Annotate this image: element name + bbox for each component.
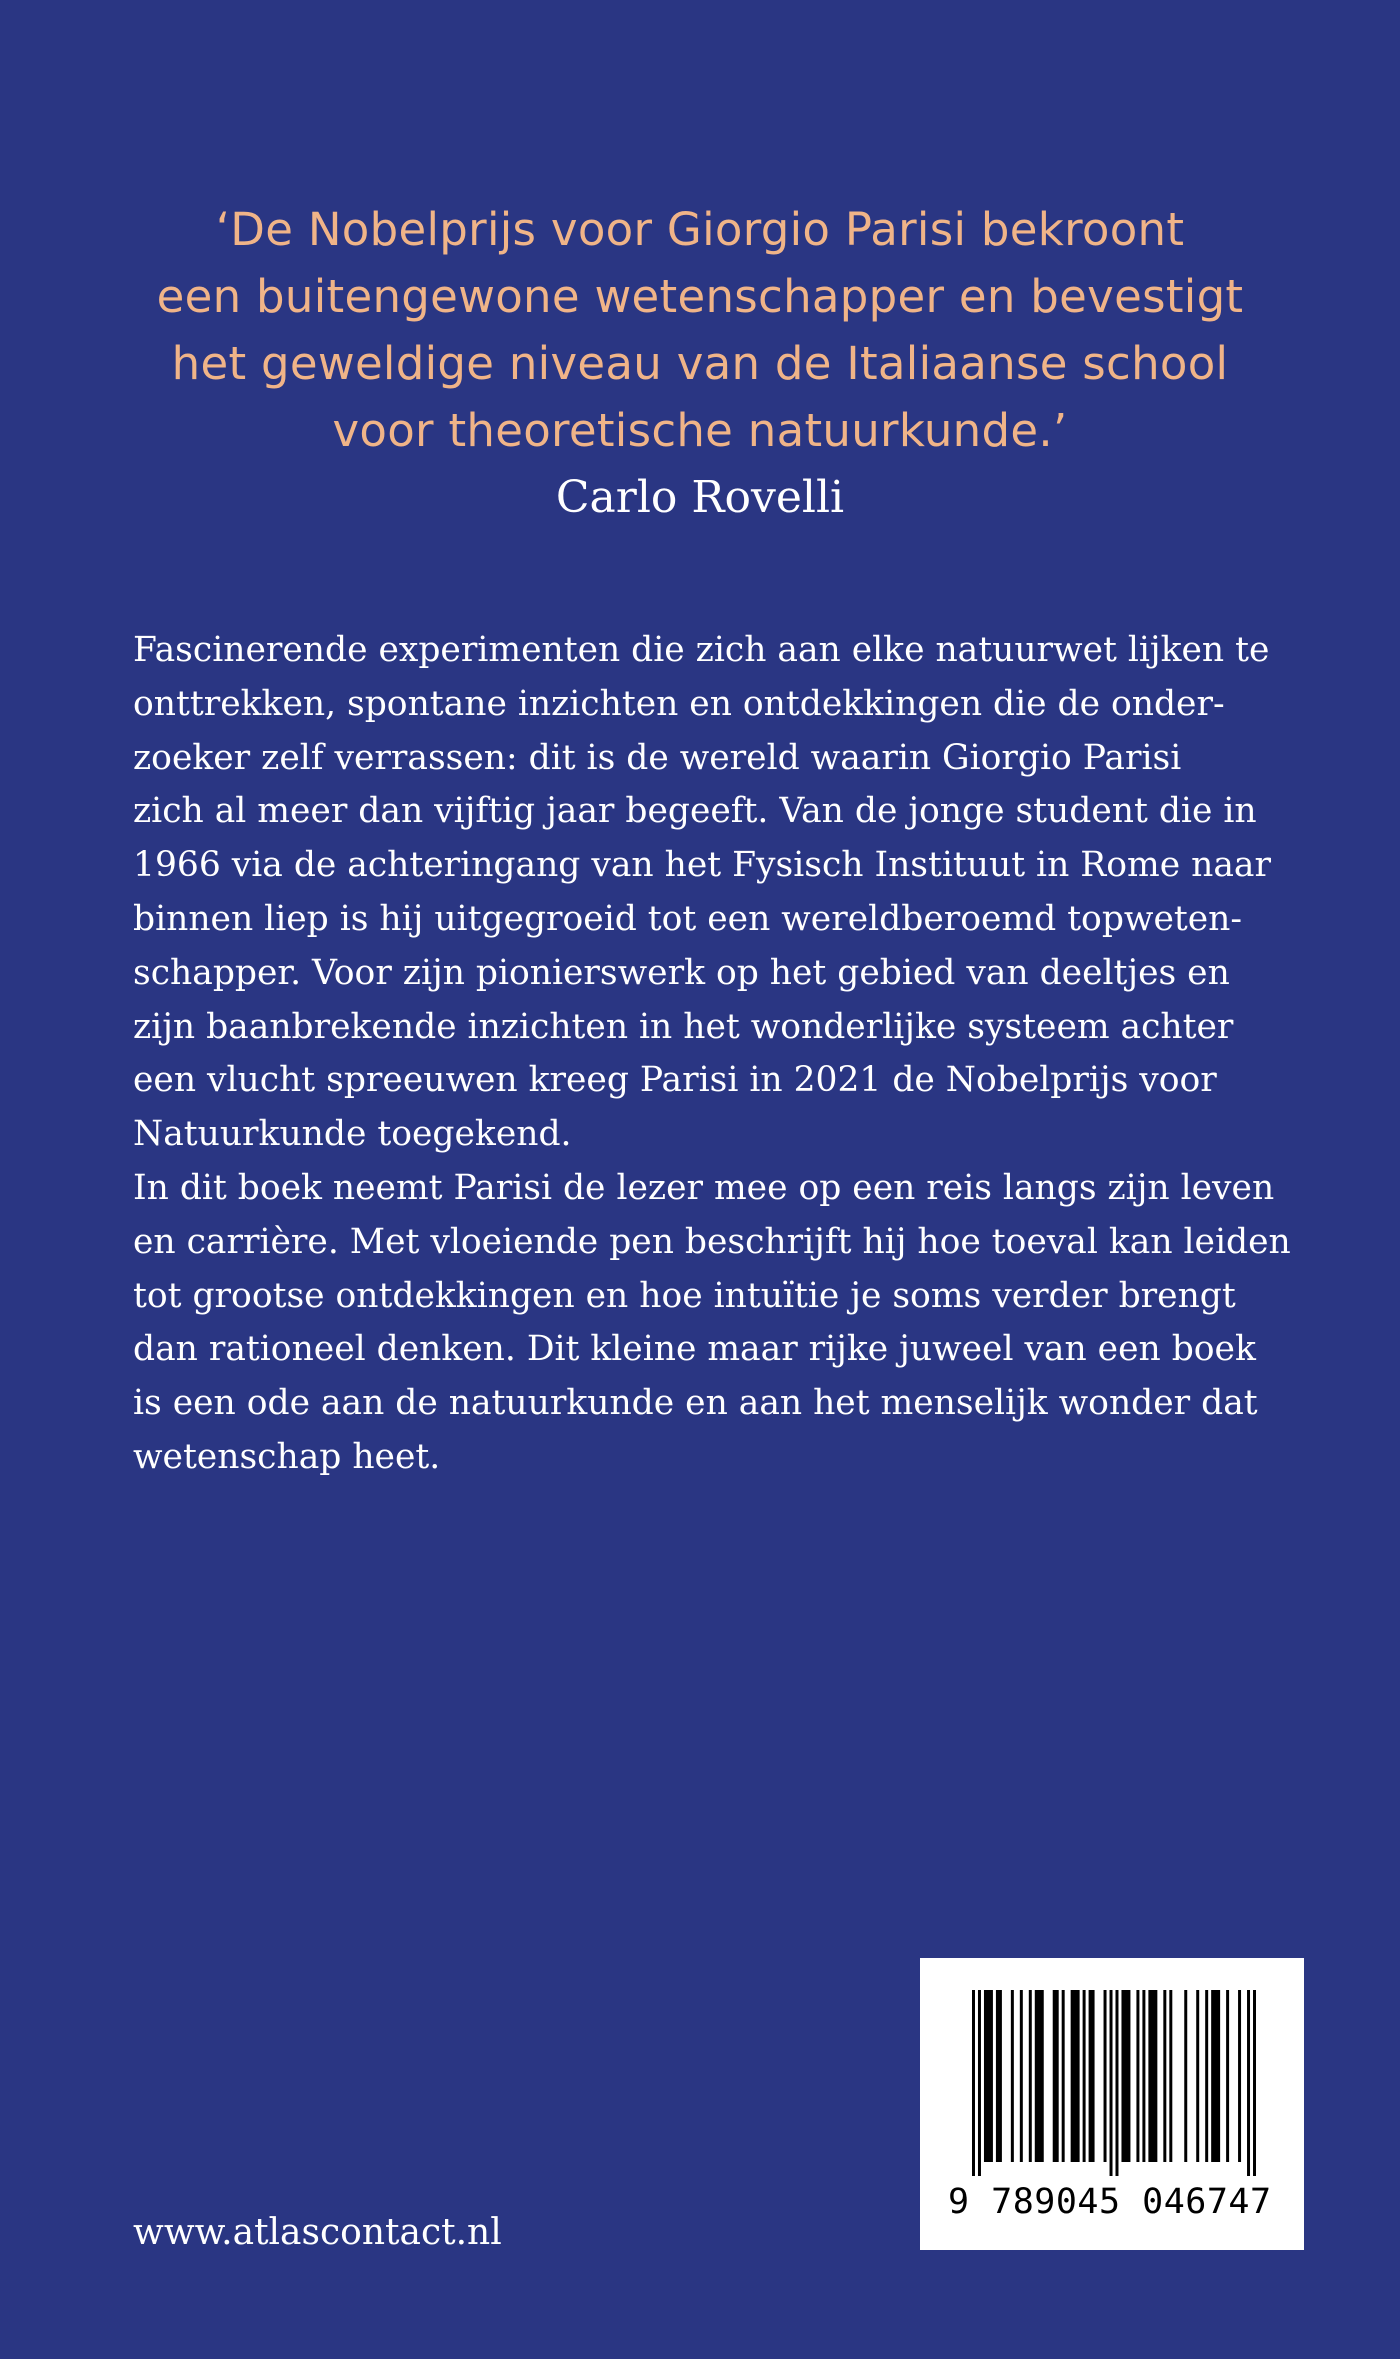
barcode-bar [1196, 1990, 1199, 2162]
blurb-line: onttrekken, spontane inzichten en ontdekkingen die de onder- [133, 683, 1225, 724]
barcode-guard-bar [972, 1990, 975, 2176]
barcode-bar [1211, 1990, 1220, 2162]
blurb-line: dan rationeel denken. Dit kleine maar rijke juweel van een boek [133, 1329, 1256, 1370]
book-blurb [133, 624, 1313, 1485]
barcode-bar [1184, 1990, 1187, 2162]
quote-line: een buitengewone wetenschapper en bevestigt [156, 270, 1244, 323]
barcode-bar [1071, 1990, 1080, 2162]
barcode-bar [1062, 1990, 1065, 2162]
barcode-guard-bar [1115, 1990, 1118, 2176]
blurb-line: In dit boek neemt Parisi de lezer mee op een reis langs zijn leven [133, 1167, 1275, 1208]
blurb-line: Natuurkunde toegekend. [133, 1114, 572, 1155]
blurb-line: zich al meer dan vijftig jaar begeeft. Van de jonge student die in [133, 791, 1257, 832]
barcode-panel [920, 1958, 1304, 2250]
barcode-bar [1205, 1990, 1208, 2162]
barcode-bar [1226, 1990, 1229, 2162]
blurb-line: tot grootse ontdekkingen en hoe intuïtie je soms verder brengt [133, 1275, 1236, 1316]
barcode-bar [1011, 1990, 1014, 2162]
blurb-line: Fascinerende experimenten die zich aan elke natuurwet lijken te [133, 630, 1270, 670]
barcode-bar [1053, 1990, 1059, 2162]
barcode-bar [996, 1990, 1002, 2162]
quote-line: het geweldige niveau van de Italiaanse school [171, 337, 1229, 390]
barcode-bar [1089, 1990, 1095, 2162]
barcode-bar [1238, 1990, 1241, 2162]
barcode-bar [1169, 1990, 1172, 2162]
barcode-guard-bar [1253, 1990, 1256, 2176]
blurb-line: zoeker zelf verrassen: dit is de wereld waarin Giorgio Parisi [133, 737, 1182, 778]
barcode-bar [1104, 1990, 1107, 2162]
blurb-line: schapper. Voor zijn pionierswerk op het gebied van deeltjes en [133, 952, 1230, 993]
barcode-bar [1020, 1990, 1023, 2162]
barcode-bar [1142, 1990, 1145, 2162]
barcode-bar [1029, 1990, 1032, 2162]
isbn-number: 9 789045 046747 [948, 2182, 1272, 2222]
barcode-bar [984, 1990, 993, 2162]
endorsement-quote [0, 196, 1400, 464]
quote-line: voor theoretische natuurkunde.’ [332, 404, 1068, 457]
blurb-line: 1966 via de achteringang van het Fysisch Instituut in Rome naar [133, 845, 1271, 886]
publisher-website: www.atlascontact.nl [133, 2212, 502, 2253]
barcode-guard-bar [1247, 1990, 1250, 2176]
barcode-image [972, 1990, 1256, 2176]
barcode-bar [1083, 1990, 1086, 2162]
blurb-line: is een ode aan de natuurkunde en aan het menselijk wonder dat [133, 1383, 1258, 1424]
blurb-line: zijn baanbrekende inzichten in het wonderlijke systeem achter [133, 1006, 1234, 1047]
barcode-bar [1163, 1990, 1166, 2162]
blurb-line: en carrière. Met vloeiende pen beschrijft hij hoe toeval kan leiden [133, 1221, 1291, 1262]
barcode-guard-bar [978, 1990, 981, 2176]
quote-line: ‘De Nobelprijs voor Giorgio Parisi bekroont [215, 203, 1185, 256]
blurb-line: binnen liep is hij uitgegroeid tot een wereldberoemd topweten- [133, 898, 1243, 939]
barcode-bar [1148, 1990, 1157, 2162]
blurb-line: wetenschap heet. [133, 1436, 441, 1477]
quote-author: Carlo Rovelli [555, 472, 845, 523]
barcode-bar [1121, 1990, 1130, 2162]
barcode-guard-bar [1110, 1990, 1113, 2176]
blurb-line: een vlucht spreeuwen kreeg Parisi in 2021 de Nobelprijs voor [133, 1060, 1217, 1101]
barcode-bar [1136, 1990, 1139, 2162]
barcode-bar [1035, 1990, 1044, 2162]
